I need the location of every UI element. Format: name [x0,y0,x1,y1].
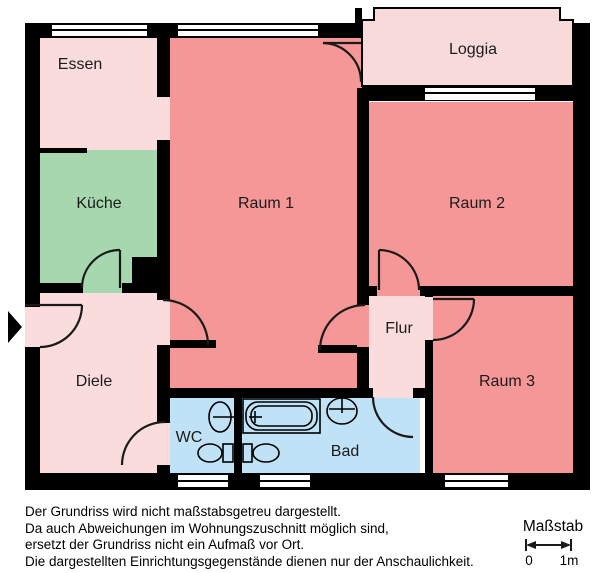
disclaimer-line-4: Die dargestellten Einrichtungsgegenstände dienen nur der Anschaulichkeit. [25,554,474,569]
window-essen [52,25,147,36]
disclaimer-line-1: Der Grundriss wird nicht maßstabsgetreu dargestellt. [25,504,341,519]
room-label-raum2: Raum 2 [448,195,506,212]
room-raum2-area [369,102,573,286]
room-raum1-area [170,38,362,388]
scale-title: Maßstab [522,518,584,535]
scale-end-label: 1m [559,553,579,568]
room-label-raum1: Raum 1 [237,195,295,212]
room-label-flur: Flur [385,320,413,337]
window-raum1 [178,25,318,36]
room-label-diele: Diele [75,373,113,390]
scale-legend [523,518,583,568]
room-label-loggia: Loggia [448,41,498,58]
room-label-kueche: Küche [76,195,122,212]
disclaimer-line-3: ersetzt der Grundriss nicht ein Aufmaß vor Ort. [25,537,305,552]
room-label-essen: Essen [57,56,103,73]
disclaimer [25,504,474,569]
room-label-bad: Bad [330,443,360,460]
scale-start-label: 0 [525,553,533,568]
window-raum3 [445,475,508,487]
window-bad [260,475,310,487]
entrance-arrow-icon [8,311,22,343]
window-wc [178,475,228,487]
room-label-raum3: Raum 3 [478,373,536,390]
scale-bar [526,539,571,551]
room-areas [40,8,573,473]
window-raum2-loggia [425,88,535,100]
disclaimer-line-2: Da auch Abweichungen im Wohnungszuschnitt möglich sind, [25,521,389,536]
room-label-wc: WC [175,429,203,446]
room-essen-area [40,38,158,150]
room-flur-area [369,293,425,398]
